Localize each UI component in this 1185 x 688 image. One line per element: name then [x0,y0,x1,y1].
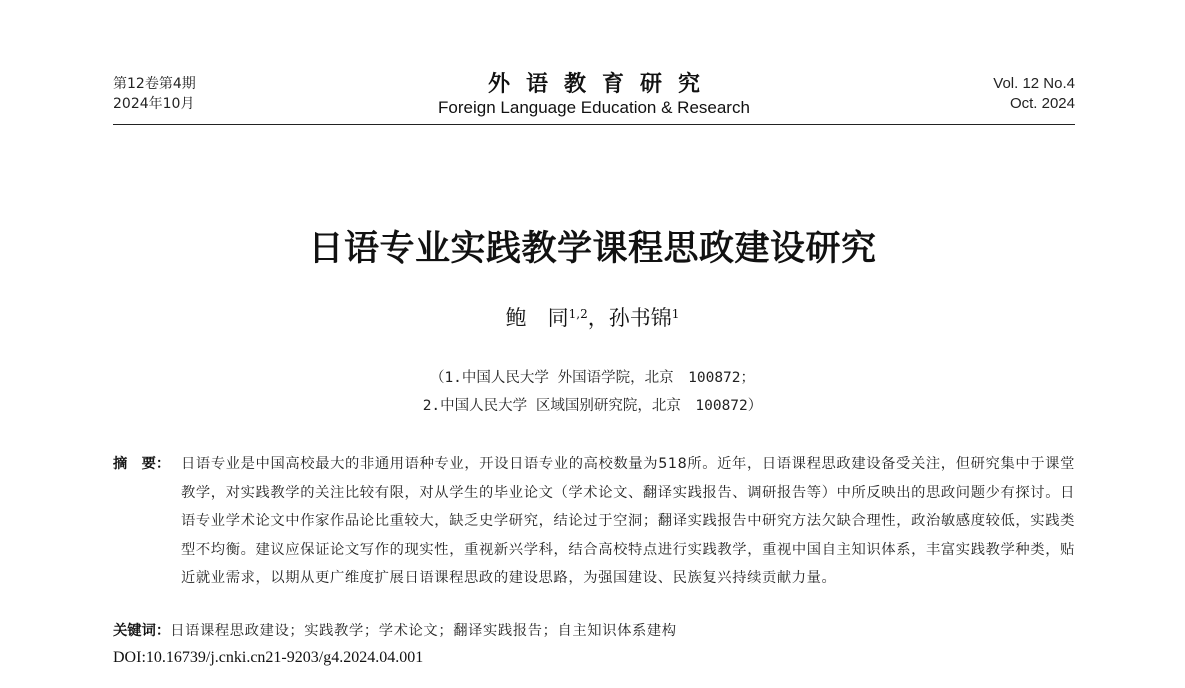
issue-number-cn: 第12卷第4期 [113,76,196,92]
issue-date-en: Oct. 2024 [1009,95,1075,112]
abstract-label: 摘 要： [113,456,171,472]
affiliation-line: （1.中国人民大学 外国语学院，北京 100872； [429,370,756,386]
abstract [113,450,1075,593]
keywords-label: 关键词： [113,623,171,639]
keywords-text: 日语课程思政建设；实践教学；学术论文；翻译实践报告；自主知识体系建构 [170,623,677,639]
author-name: 孙书锦 [608,306,672,330]
volume-number-en: Vol. 12 No.4 [993,75,1075,92]
journal-name [113,70,1075,118]
author-line [0,302,1185,334]
author-affiliation-marker: 1 [671,307,680,321]
author-separator: ， [587,306,609,330]
author-name: 鲍 同 [505,306,569,330]
journal-name-cn: 外语教育研究 [487,71,716,97]
keywords [113,617,1075,645]
article-title: 日语专业实践教学课程思政建设研究 [308,229,877,269]
issue-info-en [993,74,1075,114]
issue-date-cn: 2024年10月 [113,96,195,112]
journal-name-en: Foreign Language Education & Research [438,98,750,117]
doi[interactable]: DOI:10.16739/j.cnki.cn21-9203/g4.2024.04.001 [113,649,424,666]
abstract-text: 日语专业是中国高校最大的非通用语种专业，开设日语专业的高校数量为518所。近年，日语课程思政建设备受关注，但研究集中于课堂教学，对实践教学的关注比较有限，对从学生的毕业论文（学术论文、翻译实践报告、调研报告等）中所反映出的思政问题少有探讨。日语专业学术论文中作家作品论比重较大，缺乏史学研究，结论过于空洞；翻译实践报告中研究方法欠缺合理性，政治敏感度较低，实践类型不均衡。建议应保证论文写作的现实性，重视新兴学科，结合高校特点进行实践教学，重视中国自主知识体系，丰富实践教学种类，贴近就业需求，以期从更广维度扩展日语课程思政的建设思路，为强国建设、民族复兴持续贡献力量。 [181,456,1075,586]
journal-header [113,66,1075,125]
affiliation-line: 2.中国人民大学 区域国别研究院，北京 100872） [422,398,763,414]
author-affiliation-marker: 1,2 [568,307,588,321]
